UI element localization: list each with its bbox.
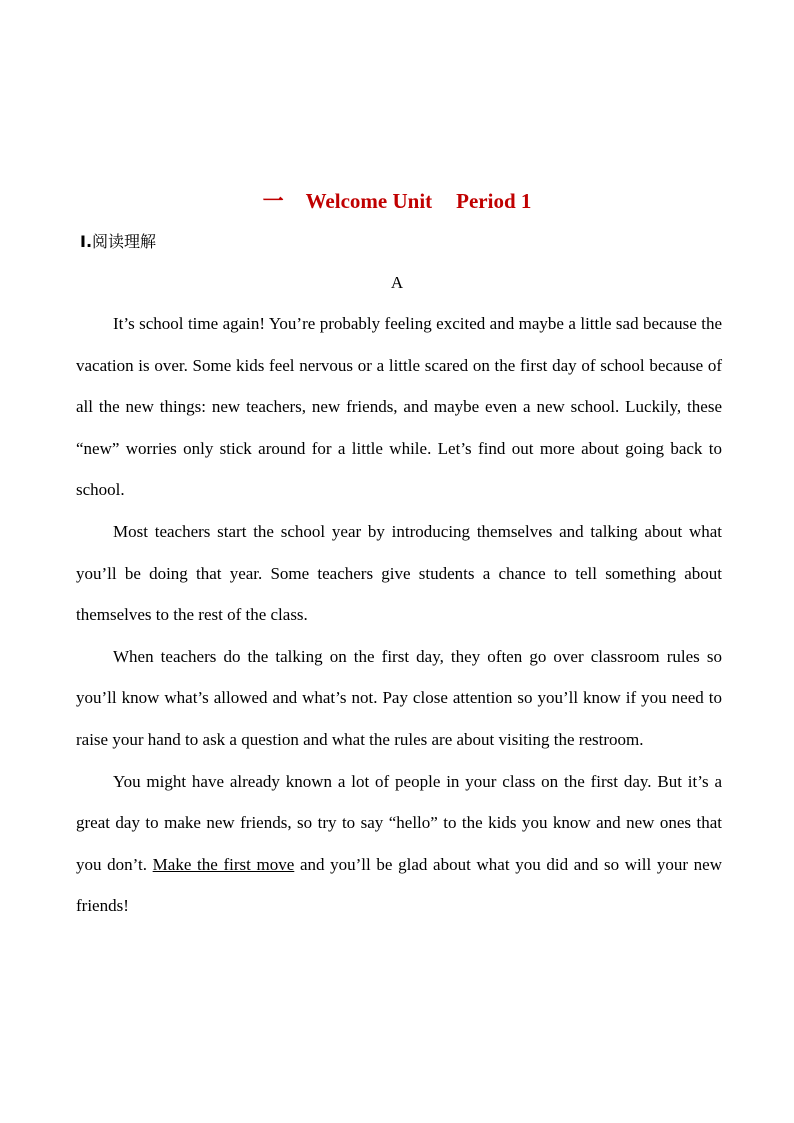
paragraph-4-end: and you’ll be glad about what you did and so will your new friends!	[76, 854, 722, 916]
title-dash: 一	[262, 189, 284, 213]
passage-body	[76, 303, 722, 927]
paragraph-4-start: You might have already known a lot of people in your class on the first day. But it’s a great day to make new friends, so try to say “hello” to the kids you know and new ones that you don’t.	[76, 771, 722, 874]
passage-label: A	[390, 273, 404, 292]
paragraph-1: It’s school time again! You’re probably feeling excited and maybe a little sad because the vacation is over. Some kids feel nervous or a little scared on the first day of school because of all the new things: new teachers, new friends, and maybe even a new school. Luckily, these “new” worries only stick around for a little while. Let’s find out more about going back to school.	[76, 314, 722, 500]
paragraph-3: When teachers do the talking on the first day, they often go over classroom rules so you’ll know what’s allowed and what’s not. Pay close attention so you’ll know if you need to raise your hand to ask a question and what the rules are about visiting the restroom.	[76, 646, 722, 749]
paragraph-4	[76, 761, 722, 927]
paragraph-2: Most teachers start the school year by introducing themselves and talking about what you’ll be doing that year. Some teachers give students a chance to tell something about themselves to the rest of the class.	[76, 521, 722, 625]
section-number: Ⅰ.	[80, 232, 93, 251]
underlined-phrase: Make the first move	[152, 854, 295, 874]
unit-title	[0, 186, 794, 216]
section-heading	[80, 230, 156, 254]
title-period: Period 1	[456, 189, 532, 213]
title-unit: Welcome Unit	[305, 189, 433, 213]
section-label: 阅读理解	[92, 232, 157, 251]
